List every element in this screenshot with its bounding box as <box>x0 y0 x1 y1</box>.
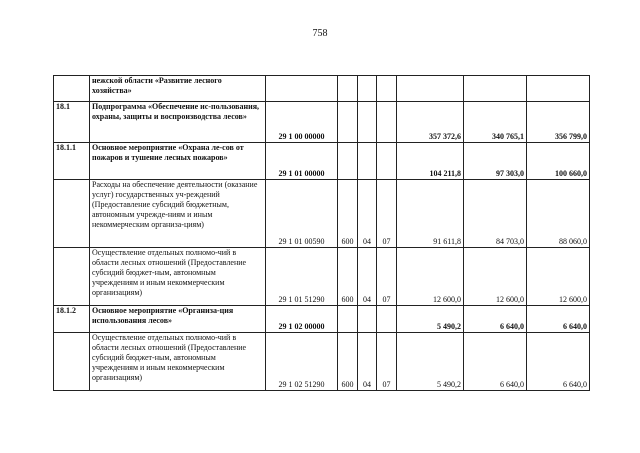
row-code: 29 1 01 00590 <box>266 180 338 248</box>
row-value-3: 356 799,0 <box>527 102 590 143</box>
row-code: 29 1 01 00000 <box>266 143 338 180</box>
row-rz: 04 <box>358 180 377 248</box>
table-row <box>54 143 590 180</box>
row-name: Подпрограмма «Обеспечение ис-пользования, охраны, защиты и воспроизводства лесов» <box>90 102 266 143</box>
page-number: 758 <box>312 28 328 39</box>
row-pr <box>377 76 397 102</box>
row-value-1: 104 211,8 <box>397 143 464 180</box>
row-value-2: 6 640,0 <box>464 333 527 391</box>
table-row <box>54 248 590 306</box>
row-code: 29 1 02 00000 <box>266 306 338 333</box>
row-value-3: 88 060,0 <box>527 180 590 248</box>
budget-table <box>53 75 590 391</box>
row-index <box>54 333 90 391</box>
row-vr <box>338 76 358 102</box>
row-pr <box>377 306 397 333</box>
table-row <box>54 180 590 248</box>
row-rz <box>358 102 377 143</box>
row-vr <box>338 102 358 143</box>
row-pr <box>377 102 397 143</box>
row-value-2: 340 765,1 <box>464 102 527 143</box>
row-vr <box>338 143 358 180</box>
row-name: Осуществление отдельных полномо-чий в области лесных отношений (Предоставление субсидий бюджет-ным, автономным учреждениям и иным некоммерческим организациям) <box>90 248 266 306</box>
row-value-1: 12 600,0 <box>397 248 464 306</box>
row-code <box>266 76 338 102</box>
row-vr <box>338 306 358 333</box>
row-value-1: 357 372,6 <box>397 102 464 143</box>
row-name: нежской области «Развитие лесного хозяйства» <box>90 76 266 102</box>
row-name: Осуществление отдельных полномо-чий в области лесных отношений (Предоставление субсидий бюджет-ным, автономным учреждениям и иным некоммерческим организациям) <box>90 333 266 391</box>
row-index <box>54 248 90 306</box>
row-index: 18.1.2 <box>54 306 90 333</box>
row-pr: 07 <box>377 180 397 248</box>
row-name: Основное мероприятие «Охрана ле-сов от пожаров и тушение лесных пожаров» <box>90 143 266 180</box>
row-value-2: 97 303,0 <box>464 143 527 180</box>
table-row <box>54 306 590 333</box>
row-value-2: 6 640,0 <box>464 306 527 333</box>
row-code: 29 1 02 51290 <box>266 333 338 391</box>
row-index: 18.1.1 <box>54 143 90 180</box>
row-pr: 07 <box>377 248 397 306</box>
row-value-3: 6 640,0 <box>527 333 590 391</box>
row-value-2: 12 600,0 <box>464 248 527 306</box>
row-name: Основное мероприятие «Организа-ция использования лесов» <box>90 306 266 333</box>
row-value-1 <box>397 76 464 102</box>
row-pr: 07 <box>377 333 397 391</box>
row-value-3: 100 660,0 <box>527 143 590 180</box>
row-pr <box>377 143 397 180</box>
row-index <box>54 180 90 248</box>
row-value-3: 6 640,0 <box>527 306 590 333</box>
row-value-2 <box>464 76 527 102</box>
row-value-3 <box>527 76 590 102</box>
row-name: Расходы на обеспечение деятельности (оказание услуг) государственных уч-реждений (Предоставление субсидий бюджетным, автономным учрежде-ниям и иным некоммерческим организа-циям) <box>90 180 266 248</box>
row-rz: 04 <box>358 333 377 391</box>
row-code: 29 1 01 51290 <box>266 248 338 306</box>
row-value-1: 5 490,2 <box>397 333 464 391</box>
row-rz <box>358 306 377 333</box>
table-row <box>54 102 590 143</box>
row-vr: 600 <box>338 333 358 391</box>
row-vr: 600 <box>338 248 358 306</box>
row-value-3: 12 600,0 <box>527 248 590 306</box>
row-value-1: 91 611,8 <box>397 180 464 248</box>
row-rz <box>358 143 377 180</box>
row-value-2: 84 703,0 <box>464 180 527 248</box>
row-code: 29 1 00 00000 <box>266 102 338 143</box>
row-value-1: 5 490,2 <box>397 306 464 333</box>
row-rz: 04 <box>358 248 377 306</box>
table-row <box>54 76 590 102</box>
table-row <box>54 333 590 391</box>
row-index <box>54 76 90 102</box>
row-index: 18.1 <box>54 102 90 143</box>
row-rz <box>358 76 377 102</box>
row-vr: 600 <box>338 180 358 248</box>
